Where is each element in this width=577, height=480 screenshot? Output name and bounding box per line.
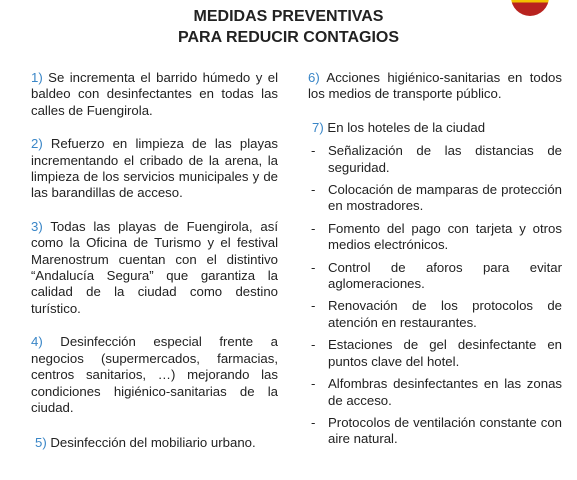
item-number: 3) [31, 218, 43, 234]
left-column [31, 70, 278, 452]
item-text: Refuerzo en limpieza de las playas incrementando el cribado de la arena, la limpieza de los servicios municipales y de las barandillas de acceso. [31, 136, 278, 201]
title-line-2: PARA REDUCIR CONTAGIOS [177, 29, 400, 46]
list-item [31, 70, 278, 119]
bullet-item: - Estaciones de gel desinfectante en puntos clave del hotel. [308, 337, 562, 370]
list-item [31, 219, 278, 317]
right-column [308, 70, 562, 448]
item-text: En los hoteles de la ciudad [323, 119, 486, 135]
bullet-item: - Fomento del pago con tarjeta y otros medios electrónicos. [308, 221, 562, 254]
item-number: 2) [31, 136, 43, 152]
item-text: Desinfección del mobiliario urbano. [46, 435, 256, 451]
page-title [0, 6, 577, 48]
bullet-item: - Alfombras desinfectantes en las zonas de acceso. [308, 376, 562, 409]
list-item [31, 334, 278, 416]
item-text: Desinfección especial frente a negocios (supermercados, farmacias, centros sanitarios, …) mejorando las condiciones higiénico-sanitarias de la ciudad. [31, 334, 278, 415]
item-number: 5) [35, 435, 47, 451]
title-line-1: MEDIDAS PREVENTIVAS [193, 8, 384, 25]
bullet-item: - Protocolos de ventilación constante con aire natural. [308, 415, 562, 448]
item-number: 4) [31, 334, 43, 350]
bullet-item: - Colocación de mamparas de protección en mostradores. [308, 182, 562, 215]
list-item [308, 70, 562, 103]
list-item [31, 435, 278, 451]
item-text: Se incrementa el barrido húmedo y el baldeo con desinfectantes en todas las calles de Fuengirola. [31, 70, 278, 118]
item-number: 6) [308, 70, 320, 85]
hotel-measures-list [308, 143, 562, 448]
list-item [308, 120, 562, 136]
bullet-item: - Renovación de los protocolos de atención en restaurantes. [308, 298, 562, 331]
item-text: Acciones higiénico-sanitarias en todos los medios de transporte público. [308, 70, 562, 102]
bullet-item: - Señalización de las distancias de seguridad. [308, 143, 562, 176]
item-text: Todas las playas de Fuengirola, así como la Oficina de Turismo y el festival Marenostrum cuentan con el distintivo “Andalucía Segura” que garantiza la calidad de la ciudad como destino turístico. [31, 218, 278, 316]
bullet-item: - Control de aforos para evitar aglomeraciones. [308, 260, 562, 293]
item-number: 1) [31, 70, 43, 85]
list-item [31, 136, 278, 202]
item-number: 7) [312, 119, 324, 135]
